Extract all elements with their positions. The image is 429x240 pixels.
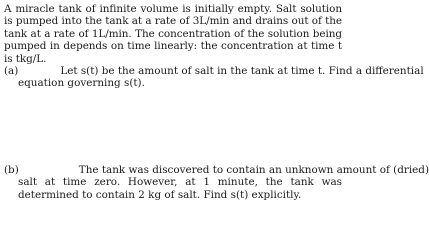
problem-intro: A miracle tank of infinite volume is initially empty. Salt solution is pumped into the tank at a rate of 3L/min and drains out of the tank at a rate of 1L/min. The concentration of the solution being pumped in depends on time linearly: the concentration at time t is tkg/L.: [4, 3, 342, 65]
part-a-lead: Let s(t) be the amount of salt in the tank at time t. Find a differential: [60, 65, 424, 77]
part-a: [4, 65, 424, 90]
part-b-label: (b): [4, 164, 19, 176]
answer-space-b: [0, 205, 350, 233]
part-b-lead: The tank was discovered to contain an unknown amount of (dried): [78, 164, 429, 176]
part-a-label: (a): [4, 65, 19, 77]
part-b: [4, 164, 429, 201]
part-a-rest: equation governing s(t).: [18, 77, 145, 90]
answer-space-a: [0, 95, 350, 161]
part-b-rest: salt at time zero. However, at 1 minute, the tank was determined to contain 2 kg of salt. Find s(t) explicitly.: [18, 176, 342, 201]
